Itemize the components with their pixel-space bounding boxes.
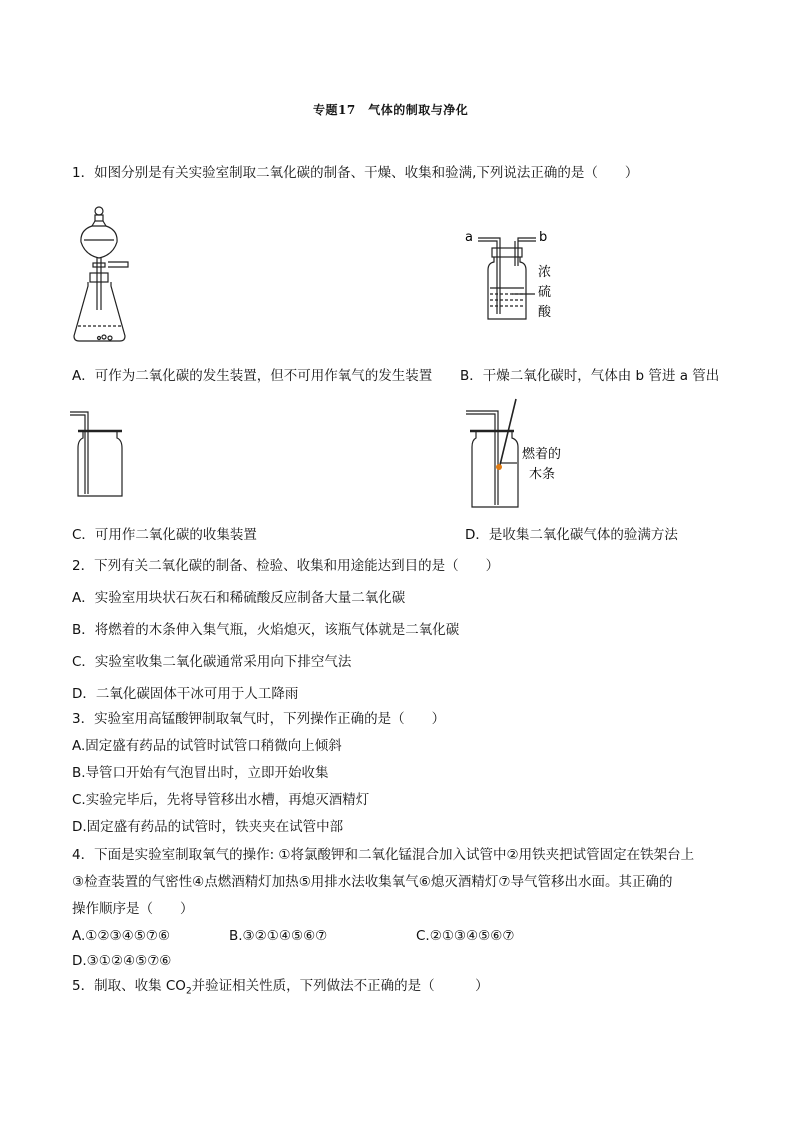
q3-option-c: C.实验完毕后，先将导管移出水槽，再熄灭酒精灯 xyxy=(72,792,370,808)
q5-stem-post: 并验证相关性质，下列做法不正确的是（ ） xyxy=(191,978,489,994)
q5-stem-subscript: 2 xyxy=(185,986,192,997)
q5-stem xyxy=(72,980,489,997)
q1-option-c: C．可用作二氧化碳的收集装置 xyxy=(72,527,257,543)
figure-b-label-a: a xyxy=(465,230,473,245)
figure-b-label-acid-3: 酸 xyxy=(538,305,552,320)
q4-stem-line-3: 操作顺序是（ ） xyxy=(72,901,194,917)
q2-stem: 2．下列有关二氧化碳的制备、检验、收集和用途能达到目的是（ ） xyxy=(72,558,500,574)
q5-stem-pre: 5．制取、收集 CO xyxy=(72,978,186,994)
figure-d-label-2: 木条 xyxy=(529,467,556,482)
q3-option-a: A.固定盛有药品的试管时试管口稍微向上倾斜 xyxy=(72,738,342,754)
figure-b-drying-bottle xyxy=(460,226,570,326)
figure-c-collection-bottle xyxy=(70,408,130,500)
q1-stem: 1．如图分别是有关实验室制取二氧化碳的制备、干燥、收集和验满,下列说法正确的是（ ） xyxy=(72,165,639,181)
q4-stem-line-1: 4．下面是实验室制取氧气的操作: ①将氯酸钾和二氧化锰混合加入试管中②用铁夹把试管固定在铁架台上 xyxy=(72,847,695,863)
q4-option-c: C.②①③④⑤⑥⑦ xyxy=(416,928,515,944)
figure-b-label-acid-2: 硫 xyxy=(538,285,552,300)
figure-a-generator-apparatus xyxy=(70,200,140,355)
q1-option-b: B．干燥二氧化碳时，气体由 b 管进 a 管出 xyxy=(460,368,720,384)
figure-b-label-b: b xyxy=(539,230,548,245)
figure-d-label-1: 燃着的 xyxy=(522,447,562,462)
q1-option-a: A．可作为二氧化碳的发生装置，但不可用作氧气的发生装置 xyxy=(72,368,433,384)
q1-option-d: D．是收集二氧化碳气体的验满方法 xyxy=(465,527,678,543)
q2-option-b: B．将燃着的木条伸入集气瓶，火焰熄灭，该瓶气体就是二氧化碳 xyxy=(72,622,460,638)
q2-option-d: D．二氧化碳固体干冰可用于人工降雨 xyxy=(72,686,299,702)
q4-option-b: B.③②①④⑤⑥⑦ xyxy=(229,928,328,944)
q4-option-a: A.①②③④⑤⑦⑥ xyxy=(72,928,171,944)
page-title: 专题17 气体的制取与净化 xyxy=(313,103,469,117)
q2-option-c: C．实验室收集二氧化碳通常采用向下排空气法 xyxy=(72,654,352,670)
figure-d-verification-setup xyxy=(462,397,582,512)
q4-stem-line-2: ③检查装置的气密性④点燃酒精灯加热⑤用排水法收集氧气⑥熄灭酒精灯⑦导气管移出水面。其正确的 xyxy=(72,874,673,890)
flame-icon xyxy=(496,464,502,470)
q3-stem: 3．实验室用高锰酸钾制取氧气时，下列操作正确的是（ ） xyxy=(72,711,446,727)
figure-b-label-acid-1: 浓 xyxy=(538,265,552,280)
q3-option-b: B.导管口开始有气泡冒出时，立即开始收集 xyxy=(72,765,329,781)
q3-option-d: D.固定盛有药品的试管时，铁夹夹在试管中部 xyxy=(72,819,344,835)
q4-option-d: D.③①②④⑤⑦⑥ xyxy=(72,953,172,969)
q2-option-a: A．实验室用块状石灰石和稀硫酸反应制备大量二氧化碳 xyxy=(72,590,406,606)
